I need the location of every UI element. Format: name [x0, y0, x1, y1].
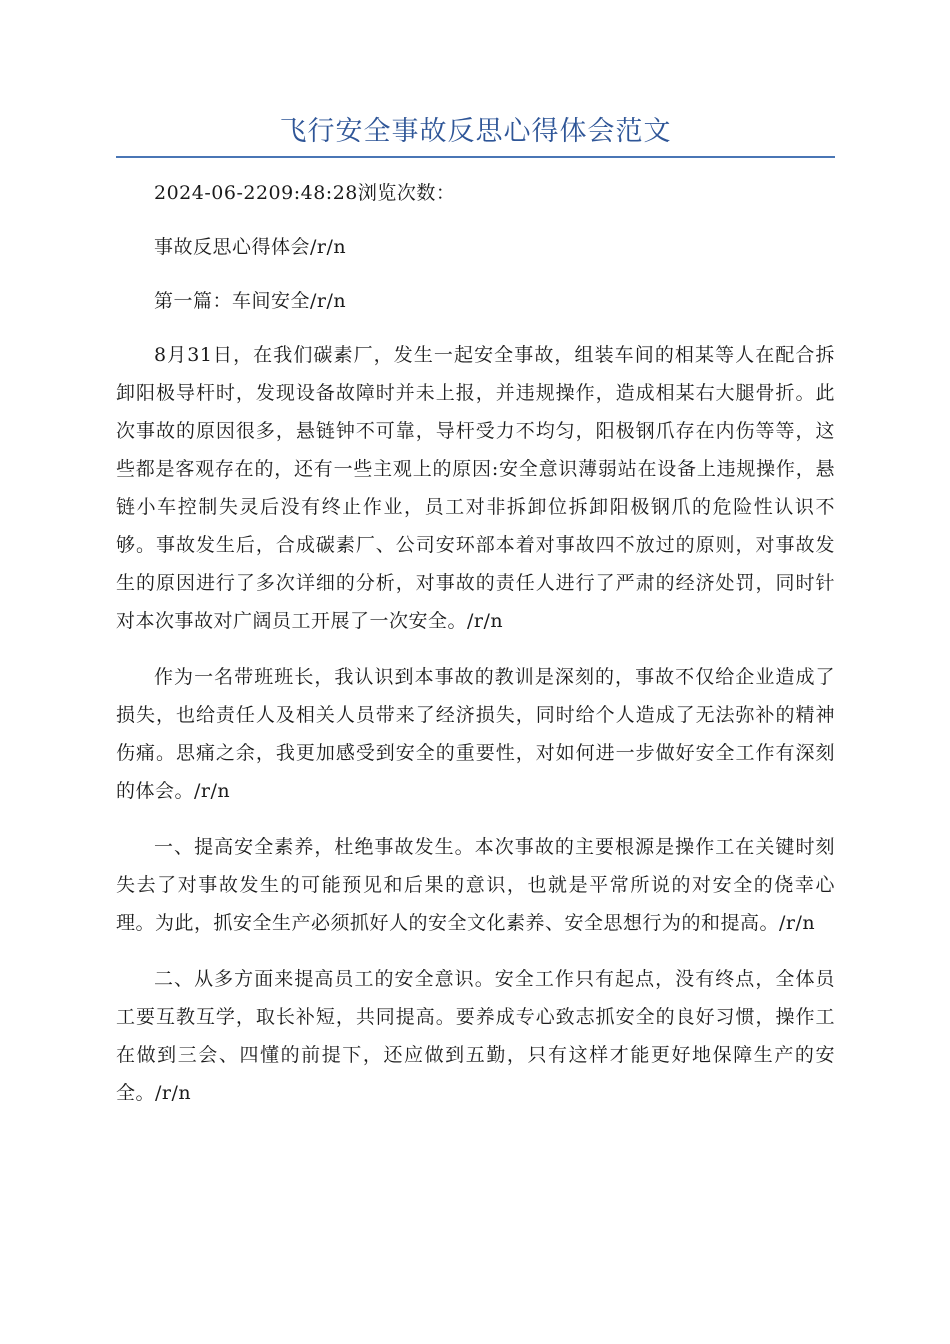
paragraph-reflection: 作为一名带班班长，我认识到本事故的教训是深刻的，事故不仅给企业造成了损失，也给责任人及相关人员带来了经济损失，同时给个人造成了无法弥补的精神伤痛。思痛之余，我更加感受到安全的重要性，对如何进一步做好安全工作有深刻的体会。/r/n — [116, 666, 835, 802]
paragraph-subtitle: 事故反思心得体会/r/n — [154, 236, 347, 258]
paragraph-section-heading: 第一篇：车间安全/r/n — [154, 290, 347, 312]
paragraph-point-two: 二、从多方面来提高员工的安全意识。安全工作只有起点，没有终点，全体员工要互教互学，取长补短，共同提高。要养成专心致志抓安全的良好习惯，操作工在做到三会、四懂的前提下，还应做到五勤，只有这样才能更好地保障生产的安全。/r/n — [116, 968, 835, 1104]
document-title: 飞行安全事故反思心得体会范文 — [279, 116, 672, 147]
document-body — [116, 174, 835, 1130]
title-block — [116, 112, 835, 158]
paragraph-incident: 8月31日，在我们碳素厂，发生一起安全事故，组装车间的相某等人在配合拆卸阳极导杆时，发现设备故障时并未上报，并违规操作，造成相某右大腿骨折。此次事故的原因很多，悬链钟不可靠，导杆受力不均匀，阳极钢爪存在内伤等等，这些都是客观存在的，还有一些主观上的原因:安全意识薄弱站在设备上违规操作，悬链小车控制失灵后没有终止作业，员工对非拆卸位拆卸阳极钢爪的危险性认识不够。事故发生后，合成碳素厂、公司安环部本着对事故四不放过的原则，对事故发生的原因进行了多次详细的分析，对事故的责任人进行了严肃的经济处罚，同时针对本次事故对广阔员工开展了一次安全。/r/n — [116, 344, 835, 632]
paragraph-point-one: 一、提高安全素养，杜绝事故发生。本次事故的主要根源是操作工在关键时刻失去了对事故发生的可能预见和后果的意识，也就是平常所说的对安全的侥幸心理。为此，抓安全生产必须抓好人的安全文化素养、安全思想行为的和提高。/r/n — [116, 836, 835, 934]
meta-line: 2024-06-2209:48:28浏览次数： — [154, 182, 456, 204]
